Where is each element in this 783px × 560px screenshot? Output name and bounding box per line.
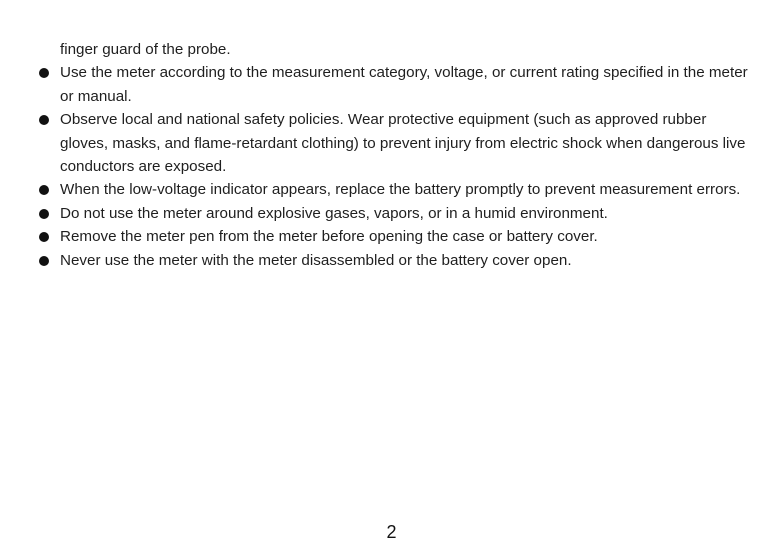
bullet-dot-icon xyxy=(39,68,49,78)
bullet-text: Do not use the meter around explosive gases, vapors, or in a humid environment. xyxy=(60,204,608,222)
bullet-dot-icon xyxy=(39,209,49,219)
bullet-text: Remove the meter pen from the meter before opening the case or battery cover. xyxy=(60,228,598,246)
bullet-dot-icon xyxy=(39,115,49,125)
bullet-text: Use the meter according to the measurement category, voltage, or current rating specified in the meter or manual. xyxy=(60,64,748,105)
bullet-text: When the low-voltage indicator appears, replace the battery promptly to prevent measurement errors. xyxy=(60,181,741,199)
safety-bullet-list xyxy=(36,61,756,272)
bullet-text: Never use the meter with the meter disassembled or the battery cover open. xyxy=(60,251,572,269)
safety-instructions xyxy=(36,38,756,272)
bullet-item xyxy=(36,202,756,225)
bullet-item xyxy=(36,225,756,248)
page-number: 2 xyxy=(386,522,397,542)
bullet-item xyxy=(36,61,756,108)
bullet-dot-icon xyxy=(39,256,49,266)
bullet-item xyxy=(36,249,756,272)
bullet-text: Observe local and national safety policies. Wear protective equipment (such as approved rubber gloves, masks, and flame-retardant clothing) to prevent injury from electric shock when dangerous live conductors are exposed. xyxy=(60,111,746,176)
bullet-item xyxy=(36,108,756,178)
bullet-dot-icon xyxy=(39,185,49,195)
continuation-text: finger guard of the probe. xyxy=(60,41,231,58)
bullet-item xyxy=(36,178,756,201)
bullet-dot-icon xyxy=(39,232,49,242)
